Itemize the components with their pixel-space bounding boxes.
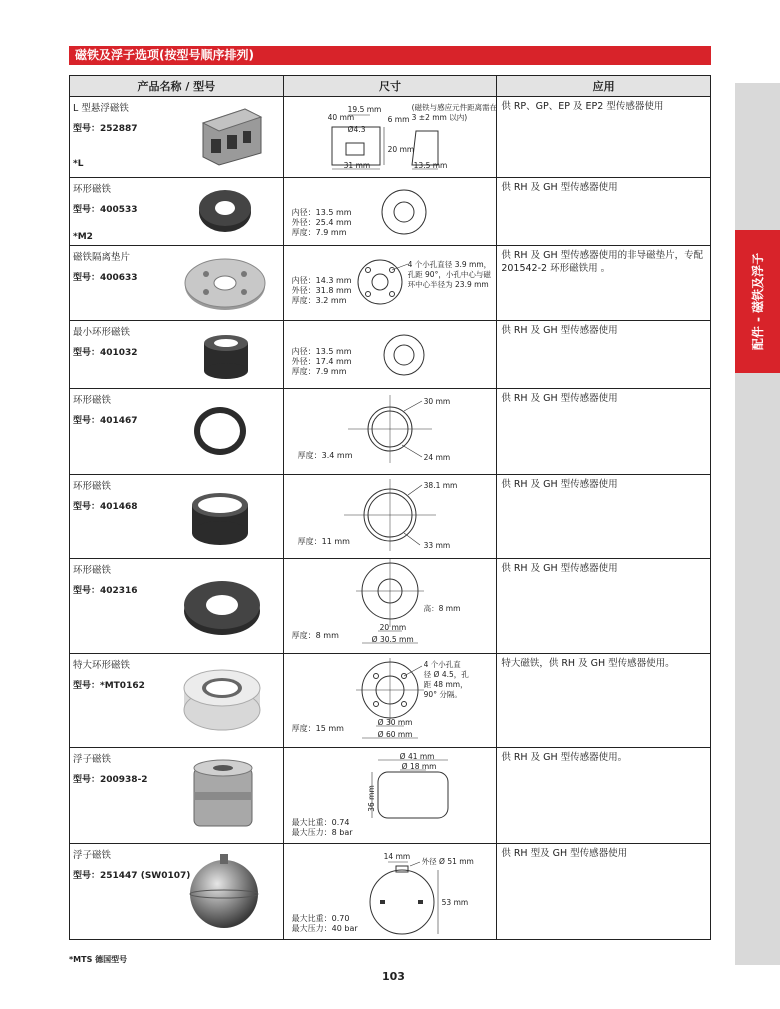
footnote: *MTS 德国型号	[69, 955, 128, 964]
size-cell	[283, 475, 497, 559]
app-cell	[497, 178, 711, 246]
callout	[424, 660, 469, 700]
ball-float-image	[184, 850, 264, 934]
ring-magnet-image	[197, 186, 253, 236]
ring-drawing	[284, 178, 514, 246]
callout-line: 4 个小孔直	[423, 660, 461, 669]
table-header-row	[70, 76, 711, 97]
spec-line: 内径：13.5 mm	[291, 208, 352, 217]
app-cell	[497, 97, 711, 178]
dim-label: 31 mm	[343, 161, 371, 170]
product-cell	[70, 389, 284, 475]
section-title: 磁铁及浮子选项(按型号顺序排列)	[69, 46, 711, 65]
spec-line: 最大比重：0.74	[291, 818, 350, 827]
spacer-image	[182, 252, 268, 314]
wide-ring-image	[188, 487, 252, 547]
callout-line: 径 Ø 4.5，孔	[423, 670, 469, 679]
app-cell	[497, 389, 711, 475]
size-cell	[283, 178, 497, 246]
table-row	[70, 389, 711, 475]
dim-label: Ø 18 mm	[401, 762, 437, 771]
application-text: 供 RH 及 GH 型传感器使用	[501, 325, 618, 336]
side-tab-label: 配件 - 磁铁及浮子	[751, 252, 765, 351]
callout	[408, 260, 491, 290]
product-note: *L	[73, 159, 84, 169]
application-text: 供 RH 型及 GH 型传感器使用	[501, 848, 628, 859]
size-cell	[283, 389, 497, 475]
app-cell	[497, 321, 711, 389]
callout-line: 孔距 90°，小孔中心与磁	[407, 270, 491, 279]
size-cell	[283, 321, 497, 389]
spec-line: 最大压力：40 bar	[291, 924, 358, 933]
dim-label: 高：8 mm	[423, 604, 461, 613]
spec-line: 厚度：15 mm	[291, 724, 344, 733]
side-tab-label-wrap	[735, 230, 780, 373]
spec-line: 内径：13.5 mm	[291, 347, 352, 356]
product-name: 环形磁铁	[73, 395, 112, 406]
dim-label: 40 mm	[327, 113, 355, 122]
page-number: 103	[382, 970, 405, 983]
size-cell	[283, 844, 497, 940]
spec-line: 最大压力：8 bar	[291, 828, 353, 837]
l-magnet-image	[195, 103, 267, 167]
product-cell	[70, 321, 284, 389]
table-row	[70, 475, 711, 559]
product-cell	[70, 748, 284, 844]
table-row	[70, 748, 711, 844]
product-name: 浮子磁铁	[73, 850, 112, 861]
dim-label: 36 mm	[366, 785, 376, 812]
product-model: 型号：*MT0162	[73, 681, 145, 691]
spec-line: 厚度：7.9 mm	[291, 228, 347, 237]
spec-line: 内径：14.3 mm	[291, 276, 352, 285]
thick-ring-image	[182, 573, 262, 639]
size-cell	[283, 246, 497, 321]
app-cell	[497, 844, 711, 940]
product-model: 型号：401468	[73, 502, 138, 512]
application-text: 供 RP、GP、EP 及 EP2 型传感器使用	[501, 101, 664, 112]
drawing-remark: (磁铁与感应元件距离需在 3 ±2 mm 以内)	[411, 103, 498, 122]
product-name: 最小环形磁铁	[73, 327, 131, 338]
header-name: 产品名称 / 型号	[70, 76, 284, 97]
application-text: 特大磁铁，供 RH 及 GH 型传感器使用。	[501, 658, 675, 669]
small-ring-image	[200, 331, 252, 381]
table-row	[70, 178, 711, 246]
product-cell	[70, 654, 284, 748]
product-model: 型号：400633	[73, 273, 138, 283]
application-text: 供 RH 及 GH 型传感器使用	[501, 563, 618, 574]
product-cell	[70, 559, 284, 654]
product-cell	[70, 475, 284, 559]
callout-line: 4 个小孔直径 3.9 mm，	[407, 260, 492, 269]
callout-line: 环中心半径为 23.9 mm	[407, 280, 489, 289]
dim-label: 38.1 mm	[423, 481, 458, 490]
product-model: 型号：400533	[73, 205, 138, 215]
app-cell	[497, 654, 711, 748]
spec-line: 最大比重：0.70	[291, 914, 350, 923]
header-size: 尺寸	[283, 76, 497, 97]
product-model: 型号：401032	[73, 348, 138, 358]
small-ring-drawing	[284, 321, 514, 389]
product-name: 环形磁铁	[73, 565, 112, 576]
header-app: 应用	[497, 76, 711, 97]
dim-label: 24 mm	[423, 453, 451, 462]
table-row	[70, 559, 711, 654]
size-cell	[283, 654, 497, 748]
product-model: 型号：402316	[73, 586, 138, 596]
application-text: 供 RH 及 GH 型传感器使用	[501, 182, 618, 193]
table-row	[70, 844, 711, 940]
dim-label: 53 mm	[441, 898, 469, 907]
app-cell	[497, 246, 711, 321]
product-cell	[70, 246, 284, 321]
spec-line: 外径：25.4 mm	[291, 218, 352, 227]
spec-line: 厚度：8 mm	[291, 631, 339, 640]
table-row	[70, 321, 711, 389]
table-row	[70, 97, 711, 178]
application-text: 供 RH 及 GH 型传感器使用。	[501, 752, 628, 763]
thin-ring-drawing	[284, 389, 514, 475]
product-cell	[70, 844, 284, 940]
spec-line: 厚度：11 mm	[297, 537, 350, 546]
product-name: 磁铁隔离垫片	[73, 252, 131, 263]
dim-label: Ø4.3	[347, 125, 366, 134]
product-name: L 型悬浮磁铁	[73, 103, 129, 114]
app-cell	[497, 475, 711, 559]
wide-ring-drawing	[284, 475, 514, 559]
dim-label: Ø 30 mm	[377, 718, 413, 727]
product-name: 浮子磁铁	[73, 754, 112, 765]
float-drawing	[284, 748, 514, 844]
product-name: 特大环形磁铁	[73, 660, 131, 671]
spec-line: 厚度：3.4 mm	[297, 451, 353, 460]
application-text: 供 RH 及 GH 型传感器使用的非导磁垫片，专配 201542-2 环形磁铁用 。	[501, 250, 704, 274]
product-table	[69, 75, 711, 940]
product-model: 型号：251447 (SW0107)	[73, 871, 191, 881]
float-image	[188, 754, 258, 838]
dim-label: Ø 60 mm	[377, 730, 413, 739]
product-model: 型号：252887	[73, 124, 138, 134]
product-name: 环形磁铁	[73, 481, 112, 492]
callout-line: 距 48 mm，	[423, 680, 468, 689]
table-row	[70, 654, 711, 748]
product-model: 型号：401467	[73, 416, 138, 426]
dim-label: 30 mm	[423, 397, 451, 406]
size-cell	[283, 559, 497, 654]
spec-line: 外径：17.4 mm	[291, 357, 352, 366]
spec-line: 厚度：7.9 mm	[291, 367, 347, 376]
dim-label: Ø 30.5 mm	[371, 635, 414, 644]
dim-label: 外径 Ø 51 mm	[421, 857, 474, 866]
large-ring-image	[180, 666, 264, 736]
size-cell	[283, 748, 497, 844]
spec-line: 厚度：3.2 mm	[291, 296, 347, 305]
dim-label: 14 mm	[383, 852, 411, 861]
spec-line: 外径：31.8 mm	[291, 286, 352, 295]
product-name: 环形磁铁	[73, 184, 112, 195]
product-cell	[70, 97, 284, 178]
product-cell	[70, 178, 284, 246]
dim-label: 20 mm	[387, 145, 415, 154]
dim-label: 33 mm	[423, 541, 451, 550]
dim-label: Ø 41 mm	[399, 752, 435, 761]
app-cell	[497, 748, 711, 844]
callout-line: 90° 分隔。	[423, 690, 462, 699]
product-model: 型号：200938-2	[73, 775, 148, 785]
dim-label: 6 mm	[387, 115, 410, 124]
dim-label: 13.5 mm	[413, 161, 448, 170]
thin-ring-image	[190, 403, 250, 459]
table-row	[70, 246, 711, 321]
dim-label: 20 mm	[379, 623, 407, 632]
dim-label: 19.5 mm	[347, 105, 382, 114]
side-tab-background	[735, 83, 780, 965]
app-cell	[497, 559, 711, 654]
size-cell	[283, 97, 497, 178]
application-text: 供 RH 及 GH 型传感器使用	[501, 479, 618, 490]
application-text: 供 RH 及 GH 型传感器使用	[501, 393, 618, 404]
product-note: *M2	[73, 232, 93, 242]
